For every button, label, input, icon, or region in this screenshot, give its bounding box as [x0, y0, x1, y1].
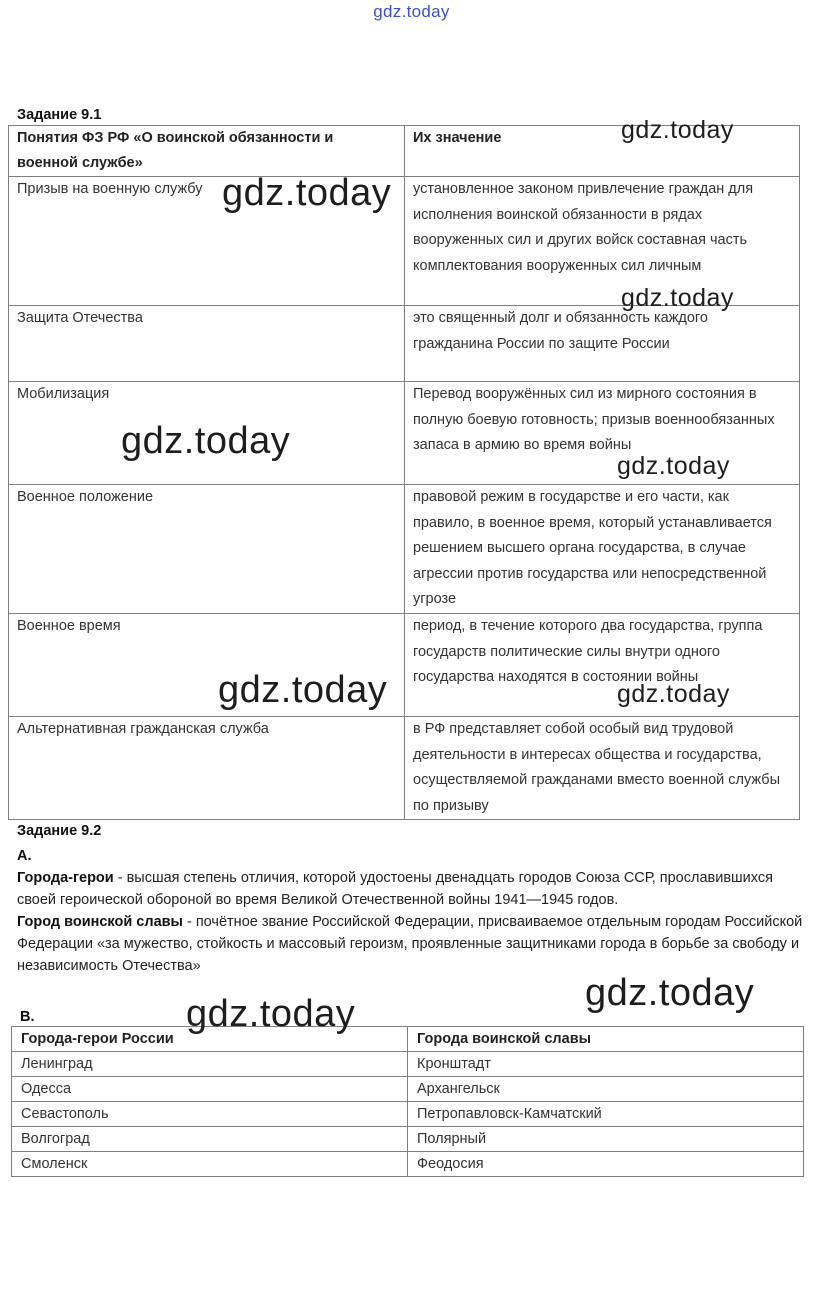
watermark: gdz.today — [186, 993, 356, 1035]
glory-city-cell: Феодосия — [408, 1152, 804, 1177]
table-row — [9, 306, 800, 382]
concepts-table — [8, 125, 800, 820]
table-header-row — [9, 126, 800, 177]
part-a-label: А. — [17, 848, 32, 864]
table-row — [12, 1127, 804, 1152]
table-header-row — [12, 1027, 804, 1052]
watermark: gdz.today — [617, 680, 730, 708]
table-row — [12, 1077, 804, 1102]
watermark: gdz.today — [621, 284, 734, 312]
table-row — [9, 614, 800, 717]
term-cell: Защита Отечества — [9, 306, 405, 382]
watermark: gdz.today — [222, 172, 392, 214]
definition-text: - высшая степень отличия, которой удостоены двенадцать городов Союза ССР, прославившихся своей героической обороной во время Великой Отечественной войны 1941—1945 годов. — [17, 870, 773, 908]
table-row — [9, 485, 800, 614]
meaning-cell: правовой режим в государстве и его части, как правило, в военное время, который устанавливается решением высшего органа государства, в случае агрессии против государства или непосредственной угрозе — [405, 485, 800, 614]
task-9-2-title: Задание 9.2 — [17, 823, 102, 839]
term-cell: Призыв на военную службу — [9, 177, 405, 306]
glory-city-cell: Кронштадт — [408, 1052, 804, 1077]
term-cell: Альтернативная гражданская служба — [9, 717, 405, 820]
column-header-hero-cities: Города-герои России — [12, 1027, 408, 1052]
term-cell: Мобилизация — [9, 382, 405, 485]
definition-term: Города-герои — [17, 870, 114, 886]
part-b-label: В. — [20, 1009, 35, 1025]
hero-city-cell: Севастополь — [12, 1102, 408, 1127]
hero-city-cell: Волгоград — [12, 1127, 408, 1152]
watermark: gdz.today — [621, 116, 734, 144]
term-cell: Военное время — [9, 614, 405, 717]
meaning-cell: установленное законом привлечение граждан для исполнения воинской обязанности в рядах вооруженных сил и других войск составная часть комплектования вооруженных сил личным — [405, 177, 800, 306]
cities-table — [11, 1026, 804, 1177]
glory-city-cell: Петропавловск-Камчатский — [408, 1102, 804, 1127]
column-header-glory-cities: Города воинской славы — [408, 1027, 804, 1052]
meaning-cell: в РФ представляет собой особый вид трудовой деятельности в интересах общества и государства, осуществляемой гражданами вместо военной службы по призыву — [405, 717, 800, 820]
hero-city-cell: Ленинград — [12, 1052, 408, 1077]
definition-military-glory-city — [17, 911, 807, 977]
task-9-1-title: Задание 9.1 — [17, 107, 102, 123]
table-row — [12, 1102, 804, 1127]
definition-term: Город воинской славы — [17, 914, 183, 930]
table-row — [12, 1052, 804, 1077]
watermark: gdz.today — [585, 972, 755, 1014]
watermark: gdz.today — [617, 452, 730, 480]
table-row — [9, 717, 800, 820]
hero-city-cell: Смоленск — [12, 1152, 408, 1177]
term-cell: Военное положение — [9, 485, 405, 614]
column-header-meaning: Их значение — [405, 126, 800, 177]
meaning-cell: это священный долг и обязанность каждого гражданина России по защите России — [405, 306, 800, 382]
meaning-cell: период, в течение которого два государства, группа государств политические силы внутри одного государства находятся в состоянии войны — [405, 614, 800, 717]
site-header-logo[interactable]: gdz.today — [373, 2, 450, 21]
table-row — [9, 382, 800, 485]
watermark: gdz.today — [218, 669, 388, 711]
table-row — [9, 177, 800, 306]
glory-city-cell: Архангельск — [408, 1077, 804, 1102]
hero-city-cell: Одесса — [12, 1077, 408, 1102]
meaning-cell: Перевод вооружённых сил из мирного состояния в полную боевую готовность; призыв военнообязанных запаса в армию во время войны — [405, 382, 800, 485]
glory-city-cell: Полярный — [408, 1127, 804, 1152]
definition-text: - почётное звание Российской Федерации, присваиваемое отдельным городам Российской Федерации «за мужество, стойкость и массовый героизм, проявленные защитниками города в борьбе за свободу и независимость Отечества» — [17, 914, 803, 974]
definition-hero-cities — [17, 867, 807, 911]
part-a-section — [17, 845, 807, 977]
table-row — [12, 1152, 804, 1177]
watermark: gdz.today — [121, 420, 291, 462]
column-header-concepts: Понятия ФЗ РФ «О воинской обязанности и военной службе» — [9, 126, 405, 177]
